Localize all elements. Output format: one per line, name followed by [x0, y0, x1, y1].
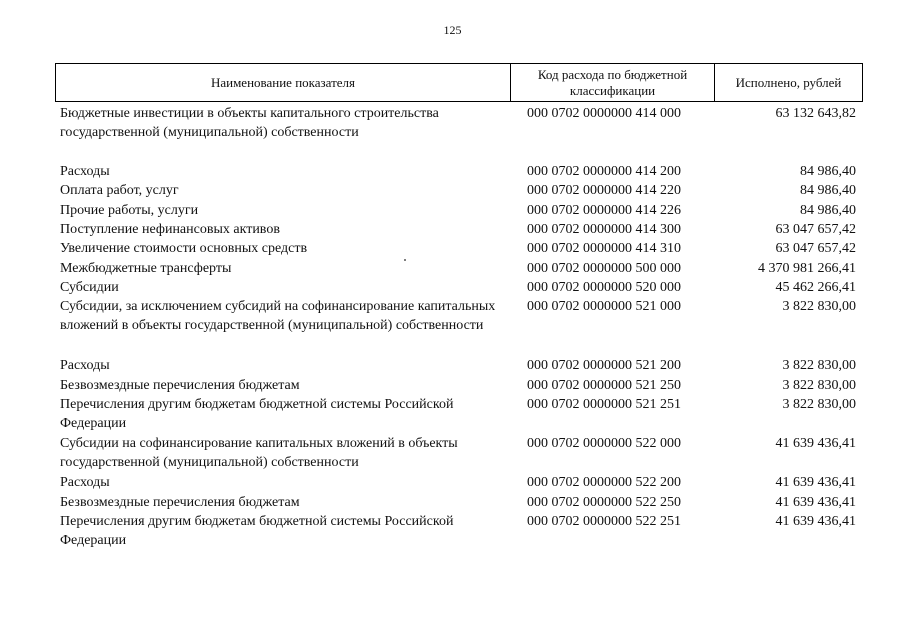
row-code: 000 0702 0000000 414 000	[527, 106, 681, 121]
row-name: Прочие работы, услуги	[60, 203, 199, 218]
row-amount: 41 639 436,41	[775, 514, 856, 529]
row-amount: 41 639 436,41	[775, 436, 856, 451]
row-amount: 41 639 436,41	[775, 475, 856, 490]
row-name: Расходы	[60, 358, 110, 373]
row-amount: 3 822 830,00	[782, 378, 856, 393]
row-code: 000 0702 0000000 521 000	[527, 299, 681, 314]
row-name: Оплата работ, услуг	[60, 183, 179, 198]
row-amount: 45 462 266,41	[775, 280, 856, 295]
row-name: Безвозмездные перечисления бюджетам	[60, 378, 300, 393]
row-amount: 63 047 657,42	[775, 222, 856, 237]
scan-speck	[404, 259, 406, 261]
row-name: Перечисления другим бюджетам бюджетной системы Российской Федерации	[60, 397, 454, 431]
row-name: Расходы	[60, 164, 110, 179]
header-code: Код расхода по бюджетной классификации	[511, 64, 715, 101]
row-name: Субсидии	[60, 280, 119, 295]
row-name: Субсидии, за исключением субсидий на софинансирование капитальных вложений в объекты государственной (муниципальной) собственности	[60, 299, 496, 333]
row-name: Межбюджетные трансферты	[60, 261, 232, 276]
row-code: 000 0702 0000000 500 000	[527, 261, 681, 276]
row-name: Увеличение стоимости основных средств	[60, 241, 308, 256]
row-name: Расходы	[60, 475, 110, 490]
row-code: 000 0702 0000000 522 200	[527, 475, 681, 490]
row-code: 000 0702 0000000 521 251	[527, 397, 681, 412]
header-name: Наименование показателя	[56, 64, 511, 101]
table-header	[55, 63, 863, 102]
row-amount: 3 822 830,00	[782, 397, 856, 412]
row-code: 000 0702 0000000 521 200	[527, 358, 681, 373]
row-code: 000 0702 0000000 414 310	[527, 241, 681, 256]
row-name: Перечисления другим бюджетам бюджетной системы Российской Федерации	[60, 514, 454, 548]
row-code: 000 0702 0000000 414 200	[527, 164, 681, 179]
row-name: Бюджетные инвестиции в объекты капитального строительства государственной (муниципальной) собственности	[60, 106, 439, 140]
row-name: Субсидии на софинансирование капитальных вложений в объекты государственной (муниципальной) собственности	[60, 436, 458, 470]
header-amount: Исполнено, рублей	[735, 74, 842, 90]
row-amount: 3 822 830,00	[782, 358, 856, 373]
row-code: 000 0702 0000000 520 000	[527, 280, 681, 295]
row-amount: 84 986,40	[800, 164, 856, 179]
row-code: 000 0702 0000000 522 250	[527, 495, 681, 510]
row-code: 000 0702 0000000 522 000	[527, 436, 681, 451]
row-code: 000 0702 0000000 414 220	[527, 183, 681, 198]
row-code: 000 0702 0000000 414 226	[527, 203, 681, 218]
row-code: 000 0702 0000000 522 251	[527, 514, 681, 529]
row-amount: 63 132 643,82	[775, 106, 856, 121]
page-number: 125	[443, 23, 462, 37]
row-code: 000 0702 0000000 414 300	[527, 222, 681, 237]
row-amount: 84 986,40	[800, 183, 856, 198]
row-amount: 63 047 657,42	[775, 241, 856, 256]
row-amount: 41 639 436,41	[775, 495, 856, 510]
row-amount: 3 822 830,00	[782, 299, 856, 314]
row-name: Безвозмездные перечисления бюджетам	[60, 495, 300, 510]
row-amount: 4 370 981 266,41	[758, 261, 856, 276]
row-code: 000 0702 0000000 521 250	[527, 378, 681, 393]
row-name: Поступление нефинансовых активов	[60, 222, 280, 237]
row-amount: 84 986,40	[800, 203, 856, 218]
